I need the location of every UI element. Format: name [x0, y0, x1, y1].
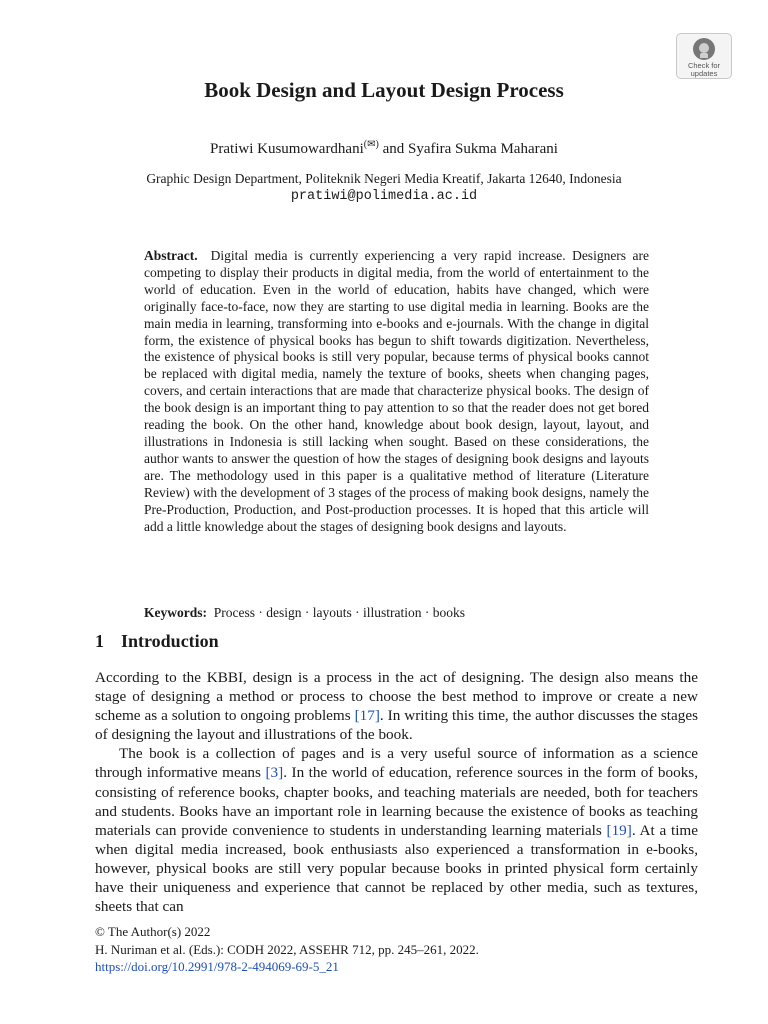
abstract-label: Abstract.: [144, 248, 198, 263]
affiliation: Graphic Design Department, Politeknik Negeri Media Kreatif, Jakarta 12640, Indonesia: [146, 171, 622, 186]
check-for-updates-badge[interactable]: [676, 33, 732, 79]
badge-label: Check for updates: [687, 61, 721, 78]
citation-line: H. Nuriman et al. (Eds.): CODH 2022, ASSEHR 712, pp. 245–261, 2022.: [95, 941, 479, 957]
keywords-label: Keywords:: [144, 605, 207, 620]
author-name: Pratiwi Kusumowardhani: [210, 141, 364, 157]
text-span: . In the world of education, reference sources in the form of books, consisting of reference books, chapter books, and teaching materials are needed, both for teachers and students. Books have an important role in learning because the existence of books as teaching materials can provide convenience to students in understanding learning materials: [95, 764, 698, 839]
corresponding-mail-icon: (✉): [363, 139, 379, 150]
abstract: [144, 248, 649, 535]
paper-title: Book Design and Layout Design Process: [204, 78, 564, 102]
footer: [95, 923, 698, 976]
body-text: [95, 668, 698, 916]
author-name: Syafira Sukma Maharani: [407, 141, 558, 157]
copyright-line: © The Author(s) 2022: [95, 924, 211, 939]
citation-link[interactable]: [19]: [606, 821, 632, 839]
keywords-text: Process · design · layouts · illustration · books: [213, 605, 465, 620]
doi-link[interactable]: https://doi.org/10.2991/978-2-494069-69-5_21: [95, 959, 339, 974]
author-connector: and: [382, 141, 405, 157]
section-title: Introduction: [121, 631, 219, 651]
paragraph: [95, 668, 698, 744]
paragraph: [95, 744, 698, 916]
text-span: . At a time when digital media increased, book enthusiasts also experienced a transformation in e-books, however, physical books are still very popular because books in printed physical form certainly have their uniqueness and experience that cannot be replaced by other media, such as textures, sheets that can: [95, 821, 698, 916]
keywords: [144, 604, 649, 622]
author-email[interactable]: pratiwi@polimedia.ac.id: [290, 189, 478, 204]
section-heading: [95, 630, 219, 652]
author-line: [0, 135, 768, 159]
updates-icon: [693, 38, 715, 60]
citation-link[interactable]: [17]: [354, 707, 380, 725]
text-span: According to the KBBI, design is a process in the act of designing. The design also means the stage of designing a method or process to choose the best method to improve or create a new scheme as a solution to ongoing problems: [95, 669, 698, 725]
text-span: The book is a collection of pages and is a very useful source of information as a science through informative means: [95, 745, 698, 782]
abstract-text: Digital media is currently experiencing a very rapid increase. Designers are competing to display their products in digital media, from the world of entertainment to the world of education. Even in the world of education, habits have changed, which were originally face-to-face, now they are starting to use digital media in learning. Books are the main media in learning, transforming into e-books and e-journals. With the change in digital form, the existence of physical books has begun to shift towards digitization. Nevertheless, the existence of physical books is still very popular, because terms of physical books cannot be replaced with digital media, namely the texture of books, sheets when changing pages, covers, and certain interactions that are made that characterize physical books. The design of the book design is an important thing to pay attention to so that the reader does not get bored reading the book. On the other hand, knowledge about book design, layout, layout, and illustrations in Indonesia is still lacking when sought. Based on these considerations, the author wants to answer the question of how the stages of designing book designs and layouts are. The methodology used in this paper is a qualitative method of literature (Literature Review) with the development of 3 stages of the process of making book designs, namely the Pre-Production, Production, and Post-production processes. It is hoped that this article will add a little knowledge about the stages of designing book designs and layouts.: [144, 248, 650, 534]
section-number: 1: [95, 631, 104, 651]
text-span: . In writing this time, the author discusses the stages of designing the layout and illustrations of the book.: [95, 707, 698, 744]
citation-link[interactable]: [3]: [265, 764, 284, 782]
